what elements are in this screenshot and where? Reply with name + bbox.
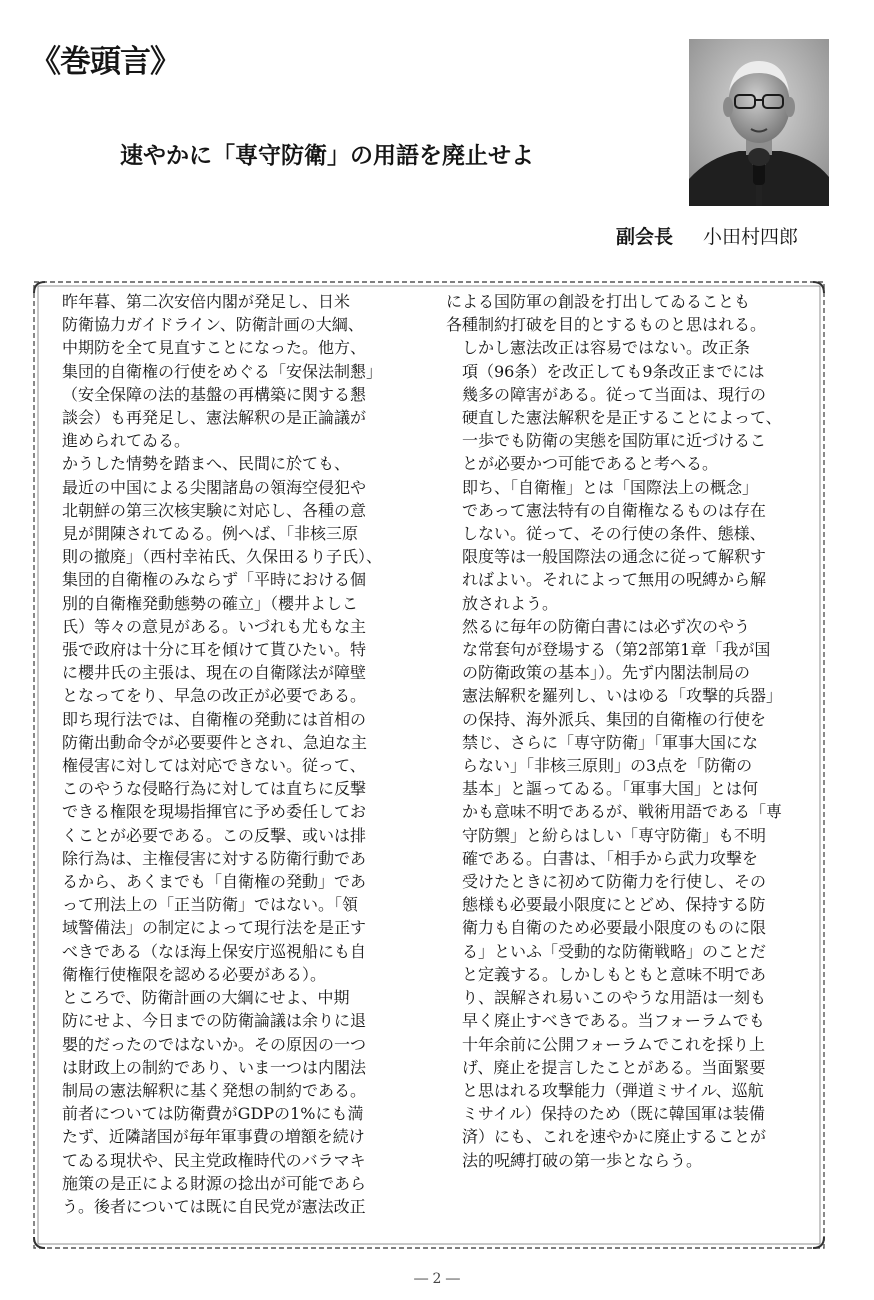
article-paragraph: 然るに毎年の防衛白書には必ず次のやう な常套句が登場する（第2部第1章「我が国 の防衛政策の基本」）。先ず内閣法制局の 憲法解釈を羅列し、いはゆる「攻撃的兵器」 の保持、海外派兵、集団的自衛権の行使を 禁じ、さらに「専守防衛」「軍事大国にな らない」「非核三原則」の3点を「防衛の 基本」と謳ってゐる。「軍事大国」とは何 かも意味不明であるが、戦術用語である「専 守防禦」と紛らはしい「専守防衛」も不明 確である。白書は、「相手から武力攻撃を 受けたときに初めて防衛力を行使し、その 態様も必要最小限度にとどめ、保持する防 衛力も自衛のため必要最小限度のものに限 る」といふ「受動的な防衛戦略」のことだ と定義する。しかしもともと意味不明であ り、誤解され易いこのやうな用語は一刻も 早く廃止すべきである。当フォーラムでも 十年余前に公開フォーラムでこれを採り上 げ、廃止を提言したことがある。当面緊要 と思はれる攻撃能力（弾道ミサイル、巡航 ミサイル）保持のため（既に韓国軍は装備 済）にも、これを速やかに廃止することが 法的呪縛打破の第一歩とならう。 [462,616,783,1170]
author-byline [616,222,798,249]
article-column-left [46,290,422,1218]
article-title: 速やかに「専守防衛」の用語を廃止せよ [120,142,534,169]
article-paragraph: 昨年暮、第二次安倍内閣が発足し、日米 防衛協力ガイドライン、防衛計画の大綱、 中期防を全て見直すことになった。他方、 集団的自衛権の行使をめぐる「安保法制懇」 （安全保障の法的基盤の再構築に関する懇 談会）も再発足し、憲法解釈の是正論議が 進められてゐる。 [62,292,383,451]
article-paragraph: しかし憲法改正は容易ではない。改正条 項（96条）を改正しても9条改正までには 幾多の障害がある。従って当面は、現行の 硬直した憲法解釈を是正することによって、 一歩でも防衛の実態を国防軍に近づけるこ とが必要かつ可能であると考へる。 [462,338,782,474]
article-paragraph: かうした情勢を踏まへ、民間に於ても、 最近の中国による尖閣諸島の領海空侵犯や 北朝鮮の第三次核実験に対応し、各種の意 見が開陳されてゐる。例へば、「非核三原 則の撤廃」（西村幸祐氏、久保田るり子氏）、 集団的自衛権のみならず「平時における個 別的自衛権発動態勢の確立」（櫻井よしこ 氏）等々の意見がある。いづれも尤もな主 張で政府は十分に耳を傾けて貰ひたい。特 に櫻井氏の主張は、現在の自衛隊法が障壁 となってをり、早急の改正が必要である。 即ち現行法では、自衛権の発動には首相の 防衛出動命令が必要要件とされ、急迫な主 権侵害に対しては対応できない。従って、 このやうな侵略行為に対しては直ちに反撃 できる権限を現場指揮官に予め委任してお くことが必要である。この反撃、或いは排 除行為は、主権侵害に対する防衛行動であ るから、あくまでも「自衛権の発動」であ って刑法上の「正当防衛」ではない。「領 域警備法」の制定によって現行法を是正す べきである（なほ海上保安庁巡視船にも自 衛権行使権限を認める必要がある）。 [62,454,383,984]
article-paragraph: ところで、防衛計画の大綱にせよ、中期 防にせよ、今日までの防衛論議は余りに退 嬰的だったのではないか。その原因の一つ は財政上の制約であり、いま一つは内閣法 制局の憲法解釈に基く発想の制約である。 前者については防衛費がGDPの1%にも満 たず、近隣諸国が毎年軍事費の増額を続け てゐる現状や、民主党政権時代のバラマキ 施策の是正による財源の捻出が可能であら う。後者については既に自民党が憲法改正 [62,988,367,1216]
article-paragraph: による国防軍の創設を打出してゐることも 各種制約打破を目的とするものと思はれる。 [446,292,767,335]
author-role: 副会長 [616,226,674,248]
page-number: ― 2 ― [414,1271,460,1287]
author-name: 小田村四郎 [703,226,799,248]
article-column-right [446,290,822,1172]
article-paragraph: 即ち、「自衛権」とは「国際法上の概念」 であって憲法特有の自衛権なるものは存在 しない。従って、その行使の条件、態様、 限度等は一般国際法の通念に従って解釈す ればよい。それによって無用の呪縛から解 放されよう。 [462,477,767,613]
section-label: 《巻頭言》 [30,44,180,80]
author-portrait [689,39,829,206]
